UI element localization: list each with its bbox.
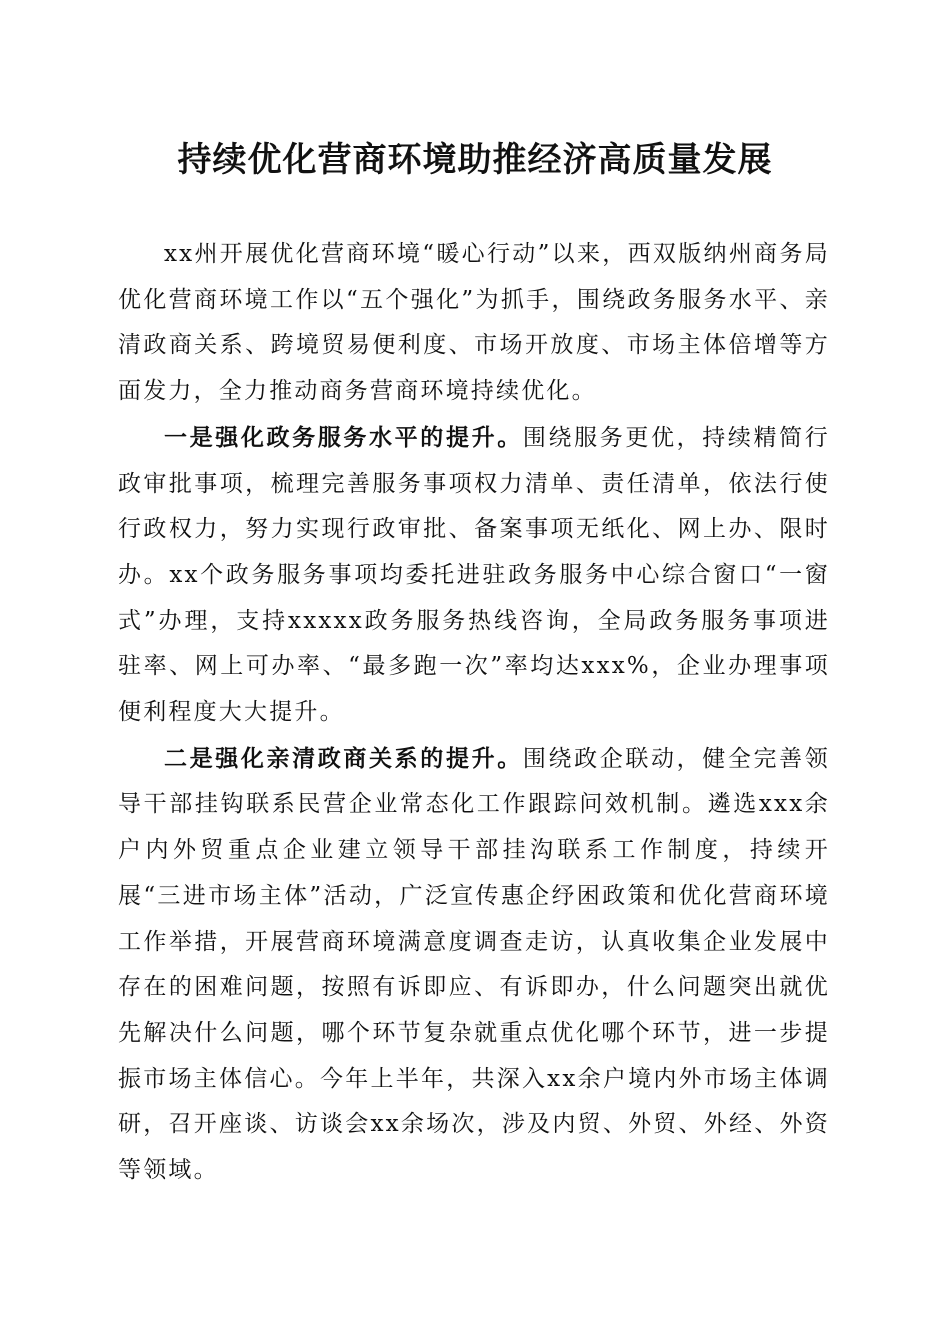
paragraph-lead: 一是强化政务服务水平的提升。 xyxy=(164,423,523,451)
paragraph-text: 围绕服务更优，持续精简行政审批事项，梳理完善服务事项权力清单、责任清单，依法行使行政权力，努力实现行政审批、备案事项无纸化、网上办、限时办。xx个政务服务事项均委托进驻政务服务中心综合窗口“一窗式”办理，支持xxxxx政务服务热线咨询，全局政务服务事项进驻率、网上可办率、“最多跑一次”率均达xxx%，企业办理事项便利程度大大提升。 xyxy=(118,424,830,726)
paragraph-text: xx州开展优化营商环境“暖心行动”以来，西双版纳州商务局优化营商环境工作以“五个强化”为抓手，围绕政务服务水平、亲清政商关系、跨境贸易便利度、市场开放度、市场主体倍增等方面发力，全力推动商务营商环境持续优化。 xyxy=(118,241,830,405)
document-body xyxy=(118,232,830,1194)
paragraph-lead: 二是强化亲清政商关系的提升。 xyxy=(164,744,523,772)
document-title: 持续优化营商环境助推经济高质量发展 xyxy=(177,140,773,180)
paragraph-point-one xyxy=(118,415,830,736)
paragraph-intro xyxy=(118,232,830,415)
paragraph-point-two xyxy=(118,736,830,1194)
paragraph-text: 围绕政企联动，健全完善领导干部挂钩联系民营企业常态化工作跟踪问效机制。遴选xxx余户内外贸重点企业建立领导干部挂沟联系工作制度，持续开展“三进市场主体”活动，广泛宣传惠企纾困政策和优化营商环境工作举措，开展营商环境满意度调查走访，认真收集企业发展中存在的困难问题，按照有诉即应、有诉即办，什么问题突出就优先解决什么问题，哪个环节复杂就重点优化哪个环节，进一步提振市场主体信心。今年上半年，共深入xx余户境内外市场主体调研，召开座谈、访谈会xx余场次，涉及内贸、外贸、外经、外资等领域。 xyxy=(118,745,830,1184)
